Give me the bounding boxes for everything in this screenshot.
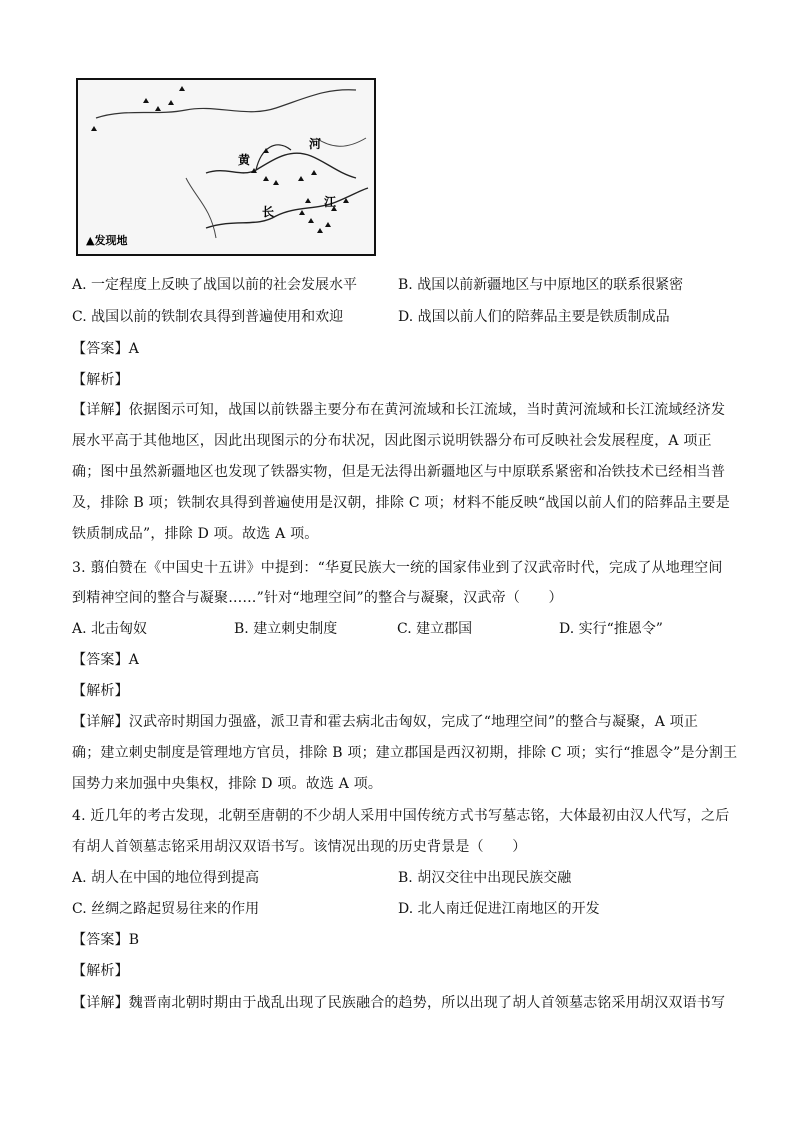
map-frame xyxy=(77,79,375,255)
q4-option-d: D. 北人南迁促进江南地区的开发 xyxy=(398,901,600,917)
q4-option-a: A. 胡人在中国的地位得到提高 xyxy=(72,870,260,886)
q2-detail-line: 铁质制成品”，排除 D 项。故选 A 项。 xyxy=(72,526,319,542)
q4-stem-line: 4. 近几年的考古发现，北朝至唐朝的不少胡人采用中国传统方式书写墓志铭，大体最初由汉人代写，之后 xyxy=(72,808,730,824)
map-label-chang: 长 xyxy=(262,205,275,219)
q3-stem-line: 到精神空间的整合与凝聚……”针对“地理空间”的整合与凝聚，汉武帝（ ） xyxy=(72,590,563,606)
q4-analysis: 【解析】 xyxy=(72,963,129,979)
q3-option-a: A. 北击匈奴 xyxy=(72,621,148,637)
q2-detail-line: 确；图中虽然新疆地区也发现了铁器实物，但是无法得出新疆地区与中原联系紧密和冶铁技术已经相当普 xyxy=(72,464,726,480)
q3-option-d: D. 实行“推恩令” xyxy=(559,621,663,637)
q4-option-c: C. 丝绸之路起贸易往来的作用 xyxy=(72,901,260,917)
q2-option-c: C. 战国以前的铁制农具得到普遍使用和欢迎 xyxy=(72,309,344,325)
q2-detail-line: 及，排除 B 项；铁制农具得到普遍使用是汉朝，排除 C 项；材料不能反映“战国以前人们的陪葬品主要是 xyxy=(72,495,730,511)
map-label-jiang: 江 xyxy=(324,195,337,209)
q4-answer: 【答案】B xyxy=(72,932,140,948)
q3-answer: 【答案】A xyxy=(72,652,140,668)
q4-stem-line: 有胡人首领墓志铭采用胡汉双语书写。该情况出现的历史背景是（ ） xyxy=(72,839,527,855)
q3-option-c: C. 建立郡国 xyxy=(397,621,473,637)
q3-detail-line: 确；建立刺史制度是管理地方官员，排除 B 项；建立郡国是西汉初期，排除 C 项；实行“推恩令”是分割王 xyxy=(72,745,738,761)
q3-detail-line: 国势力来加强中央集权，排除 D 项。故选 A 项。 xyxy=(72,776,383,792)
q2-option-a: A. 一定程度上反映了战国以前的社会发展水平 xyxy=(72,277,358,293)
map-figure xyxy=(76,78,376,256)
iron-finds-map xyxy=(76,78,376,256)
map-label-huang: 黄 xyxy=(238,153,251,167)
q2-answer: 【答案】A xyxy=(72,341,140,357)
q2-detail-line: 展水平高于其他地区，因此出现图示的分布状况，因此图示说明铁器分布可反映社会发展程度，A 项正 xyxy=(72,433,712,449)
q4-option-b: B. 胡汉交往中出现民族交融 xyxy=(398,870,572,886)
map-label-he: 河 xyxy=(309,137,322,151)
q3-stem-line: 3. 翦伯赞在《中国史十五讲》中提到：“华夏民族大一统的国家伟业到了汉武帝时代，完成了从地理空间 xyxy=(72,560,723,576)
q4-detail-line: 【详解】魏晋南北朝时期由于战乱出现了民族融合的趋势，所以出现了胡人首领墓志铭采用胡汉双语书写 xyxy=(72,995,726,1011)
q2-analysis: 【解析】 xyxy=(72,372,129,388)
map-legend: ▲发现地 xyxy=(86,234,128,247)
q3-analysis: 【解析】 xyxy=(72,683,129,699)
q3-option-b: B. 建立刺史制度 xyxy=(234,621,338,637)
q3-detail-line: 【详解】汉武帝时期国力强盛，派卫青和霍去病北击匈奴，完成了“地理空间”的整合与凝聚，A 项正 xyxy=(72,714,699,730)
q2-option-d: D. 战国以前人们的陪葬品主要是铁质制成品 xyxy=(398,309,670,325)
q2-detail-line: 【详解】依据图示可知，战国以前铁器主要分布在黄河流域和长江流域，当时黄河流域和长江流域经济发 xyxy=(72,402,726,418)
q2-option-b: B. 战国以前新疆地区与中原地区的联系很紧密 xyxy=(398,277,684,293)
